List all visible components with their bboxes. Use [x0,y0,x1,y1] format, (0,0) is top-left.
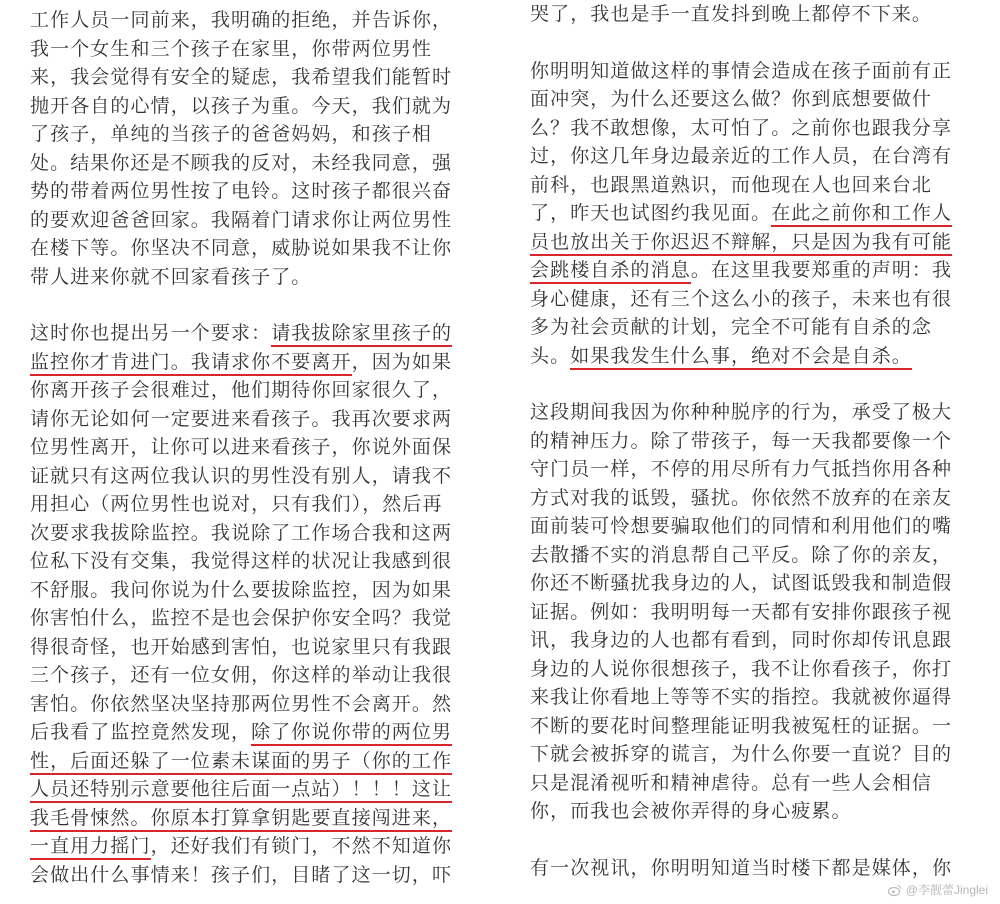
text-segment: 我一个女生和三个孩子在家里，你带两位男性 [30,37,433,60]
paragraph [530,0,970,29]
text-line [30,206,470,235]
text-line [530,313,970,342]
text-segment: 会做出什么事情来！孩子们，目睹了这一切，吓 [30,863,453,886]
text-segment: 你离开孩子会很难过，他们期待你回家很久了， [30,379,453,401]
text-line [30,35,470,64]
text-line [530,228,970,257]
text-line [30,149,470,178]
text-line [30,177,470,206]
text-segment: 不断的要花时间整理能证明我被冤枉的证据。一 [530,714,953,737]
text-line [30,690,470,719]
text-segment: 去散播不实的消息帮自己平反。除了你的亲友， [530,543,953,566]
paragraph-gap [530,29,970,57]
text-line [530,683,970,712]
text-segment: 讯，我身边的人也都有看到，同时你却传讯息跟 [530,629,953,651]
text-line [30,604,470,633]
text-line [30,405,470,434]
text-segment: 证据。例如：我明明每一天都有安排你跟孩子视 [530,600,953,623]
text-line [530,114,970,143]
underlined-text: 监控你才肯进门。我请求你不要离开 [30,351,352,376]
text-line [530,57,970,86]
text-segment: 来我让你看地上等等不实的指控。我就被你逼得 [530,686,953,708]
text-segment: 用担心（两位男性也说对，只有我们），然后再 [30,493,443,515]
text-line [530,569,970,598]
text-line [30,6,470,35]
text-segment: 后我看了监控竟然发现， [30,721,252,743]
left-column [30,0,470,889]
text-segment: 面冲突，为什么还要这么做？你到底想要做什 [530,88,933,110]
text-segment: 你还不断骚扰我身边的人，试图诋毁我和制造假 [530,572,953,594]
text-line [530,455,970,484]
text-segment: 这段期间我因为你种种脱序的行为，承受了极大 [530,401,953,423]
watermark-text: @李靓蕾Jinglei [905,883,988,897]
underlined-text: 一直用力摇门 [30,835,151,860]
text-segment: 处。结果你还是不顾我的反对，未经我同意，强 [30,151,453,174]
text-line [530,199,970,228]
text-line [30,433,470,462]
text-line [530,398,970,427]
text-line [30,576,470,605]
text-line [530,712,970,741]
paragraph [30,319,470,889]
text-line [530,142,970,171]
text-segment: 的要欢迎爸爸回家。我隔着门请求你让两位男性 [30,208,453,231]
text-line [530,256,970,285]
text-line [530,85,970,114]
text-line [30,718,470,747]
text-segment: 位私下没有交集，我觉得这样的状况让我感到很 [30,550,453,572]
text-segment: 害怕。你依然坚决坚持那两位男性不会离开。然 [30,692,453,715]
text-line [530,512,970,541]
text-segment: 方式对我的诋毁，骚扰。你依然不放弃的在亲友 [530,486,953,509]
text-segment: 么？我不敢想像，太可怕了。之前你也跟我分享 [530,116,953,139]
text-segment: 的精神压力。除了带孩子，每一天我都要像一个 [530,429,953,452]
text-line [530,484,970,513]
text-line [30,63,470,92]
text-segment: ，因为如果 [351,350,453,373]
text-segment: 这时你也提出另一个要求： [30,322,272,344]
text-line [530,541,970,570]
text-segment: 你害怕什么，监控不是也会保护你安全吗？我觉 [30,607,453,629]
text-segment: 不舒服。我问你说为什么要拔除监控，因为如果 [30,578,453,601]
text-line [30,519,470,548]
text-line [30,861,470,890]
text-line [30,376,470,405]
text-segment: 前科，也跟黑道熟识，而他现在人也回来台北 [530,173,933,196]
underlined-text: 如果我发生什么事，绝对不会是自杀。 [570,345,912,370]
text-line [530,285,970,314]
paragraph-gap [530,826,970,854]
paragraph-gap [530,370,970,398]
underlined-text: 除了你说你带的两位男 [251,721,452,746]
text-line [530,740,970,769]
weibo-logo-icon [888,883,902,897]
weibo-watermark [888,881,988,898]
text-segment: 三个孩子，还有一位女佣，你这样的举动让我很 [30,664,453,686]
text-line [30,263,470,292]
text-segment: 请你无论如何一定要进来看孩子。我再次要求两 [30,407,453,430]
text-line [530,427,970,456]
text-line [30,832,470,861]
text-segment: 多为社会贡献的计划，完全不可能有自杀的念 [530,316,933,338]
text-line [530,655,970,684]
text-segment: 你，而我也会被你弄得的身心疲累。 [530,800,852,822]
text-segment: 下就会被拆穿的谎言，为什么你要一直说？目的 [530,743,953,765]
text-segment: 来，我会觉得有安全的疑虑，我希望我们能暂时 [30,66,453,88]
text-segment: 只是混淆视听和精神虐待。总有一些人会相信 [530,771,933,794]
text-line [530,769,970,798]
underlined-text: 性，后面还躲了一位素未谋面的男子（你的工作 [30,750,452,775]
underlined-text: 在此之前你和工作人 [771,202,952,227]
paragraph-gap [30,291,470,319]
text-segment: ，还好我们有锁门，不然不知道你 [150,835,453,857]
text-segment: 守门员一样，不停的用尽所有力气抵挡你用各种 [530,458,953,480]
text-line [30,234,470,263]
paragraph [530,854,970,883]
text-segment: 得很奇怪，也开始感到害怕，也说家里只有我跟 [30,635,453,658]
text-line [530,0,970,29]
text-segment: 你明明知道做这样的事情会造成在孩子面前有正 [530,59,953,82]
text-segment: 身心健康，还有三个这么小的孩子，未来也有很 [530,287,953,310]
text-line [30,120,470,149]
text-segment: 势的带着两位男性按了电铃。这时孩子都很兴奋 [30,180,453,202]
text-segment: 工作人员一同前来，我明确的拒绝，并告诉你， [30,9,453,31]
text-line [530,626,970,655]
text-segment: 哭了，我也是手一直发抖到晚上都停不下来。 [530,3,933,25]
paragraph [30,6,470,291]
underlined-text: 会跳楼自杀的消息 [530,259,691,284]
paragraph [530,57,970,371]
text-line [30,804,470,833]
text-line [30,747,470,776]
text-line [530,797,970,826]
underlined-text: 人员还特别示意要他往后面一点站）！！！这让 [30,778,452,803]
text-line [30,775,470,804]
text-line [30,319,470,348]
underlined-text: 请我拔除家里孩子的 [271,322,452,347]
text-line [530,171,970,200]
text-segment: 过，你这几年身边最亲近的工作人员，在台湾有 [530,145,953,167]
text-segment: 面前装可怜想要骗取他们的同情和利用他们的嘴 [530,515,953,537]
text-line [30,462,470,491]
text-segment: 位男性离开，让你可以进来看孩子，你说外面保 [30,436,453,458]
text-line [30,661,470,690]
underlined-text: 员也放出关于你迟迟不辩解，只是因为我有可能 [530,231,952,256]
text-segment: 次要求我拔除监控。我说除了工作场合我和这两 [30,521,453,544]
text-line [30,490,470,519]
text-segment: 。在这里我要郑重的声明：我 [690,259,953,281]
text-segment: 身边的人说你很想孩子，我不让你看孩子，你打 [530,657,953,680]
text-line [530,598,970,627]
text-segment: 证就只有这两位我认识的男性没有别人，请我不 [30,464,453,487]
right-column [530,0,970,882]
text-segment: 带人进来你就不回家看孩子了。 [30,265,312,288]
text-segment: 抛开各自的心情，以孩子为重。今天，我们就为 [30,94,453,117]
text-line [30,633,470,662]
text-line [530,854,970,883]
text-segment: 了孩子，单纯的当孩子的爸爸妈妈，和孩子相 [30,123,433,145]
underlined-text: 我毛骨悚然。你原本打算拿钥匙要直接闯进来， [30,807,452,832]
paragraph [530,398,970,826]
text-line [30,92,470,121]
text-segment: 在楼下等。你坚决不同意，威胁说如果我不让你 [30,237,453,259]
text-segment: 有一次视讯，你明明知道当时楼下都是媒体，你 [530,856,953,879]
text-segment: 了，昨天也试图约我见面。 [530,202,772,224]
text-line [30,348,470,377]
text-line [30,547,470,576]
text-line [530,342,970,371]
text-segment: 头。 [530,344,571,367]
